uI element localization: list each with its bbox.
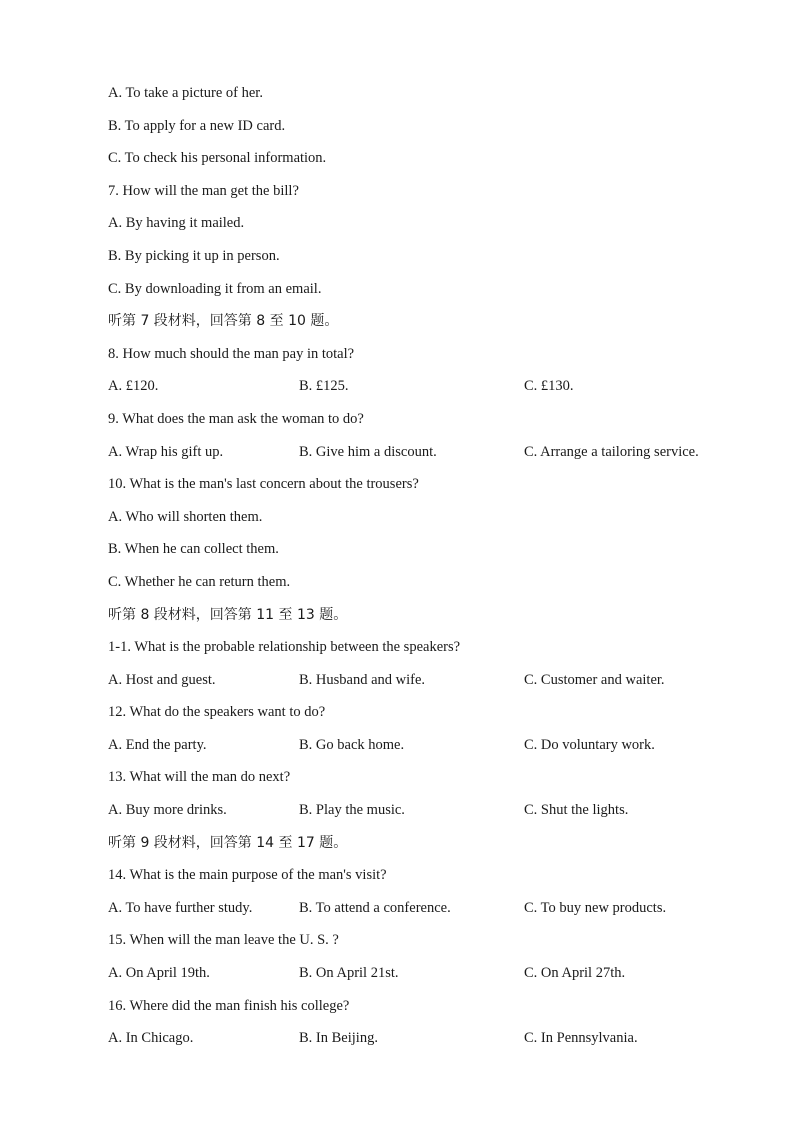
section-heading-8: 听第 8 段材料，回答第 11 至 13 题。 bbox=[108, 606, 348, 623]
option-a: A. In Chicago. bbox=[108, 1030, 194, 1047]
option-b: B. On April 21st. bbox=[299, 965, 399, 982]
section-heading-9: 听第 9 段材料，回答第 14 至 17 题。 bbox=[108, 834, 348, 851]
question-7: 7. How will the man get the bill? bbox=[108, 182, 299, 199]
options-row-15 bbox=[108, 962, 748, 995]
answer-option: C. By downloading it from an email. bbox=[108, 280, 322, 297]
options-row-9 bbox=[108, 441, 748, 474]
listening-questions bbox=[108, 82, 748, 1060]
question-16: 16. Where did the man finish his college? bbox=[108, 997, 350, 1014]
options-row-13 bbox=[108, 799, 748, 832]
option-b: B. Give him a discount. bbox=[299, 443, 437, 460]
question-9: 9. What does the man ask the woman to do? bbox=[108, 410, 364, 427]
option-a: A. Host and guest. bbox=[108, 671, 216, 688]
question-12: 12. What do the speakers want to do? bbox=[108, 704, 326, 721]
answer-option: A. Who will shorten them. bbox=[108, 508, 263, 525]
option-a: A. On April 19th. bbox=[108, 965, 210, 982]
answer-option: C. Whether he can return them. bbox=[108, 573, 291, 590]
option-a: A. Wrap his gift up. bbox=[108, 443, 224, 460]
option-c: C. £130. bbox=[524, 378, 574, 395]
option-b: B. £125. bbox=[299, 378, 349, 395]
option-c: C. Do voluntary work. bbox=[524, 736, 655, 753]
answer-option: B. When he can collect them. bbox=[108, 541, 279, 558]
option-b: B. To attend a conference. bbox=[299, 899, 451, 916]
option-c: C. In Pennsylvania. bbox=[524, 1030, 638, 1047]
answer-option: C. To check his personal information. bbox=[108, 150, 327, 167]
options-row-12 bbox=[108, 734, 748, 767]
option-a: A. To have further study. bbox=[108, 899, 253, 916]
option-c: C. Arrange a tailoring service. bbox=[524, 443, 699, 460]
question-13: 13. What will the man do next? bbox=[108, 769, 291, 786]
option-c: C. Customer and waiter. bbox=[524, 671, 665, 688]
option-b: B. Husband and wife. bbox=[299, 671, 426, 688]
options-row-8 bbox=[108, 375, 748, 408]
question-11: 1-1. What is the probable relationship between the speakers? bbox=[108, 639, 461, 656]
question-10: 10. What is the man's last concern about the trousers? bbox=[108, 476, 419, 493]
answer-option: A. By having it mailed. bbox=[108, 215, 245, 232]
option-c: C. To buy new products. bbox=[524, 899, 667, 916]
option-a: A. Buy more drinks. bbox=[108, 802, 227, 819]
question-8: 8. How much should the man pay in total? bbox=[108, 345, 355, 362]
answer-option: A. To take a picture of her. bbox=[108, 85, 263, 101]
question-15: 15. When will the man leave the U. S. ? bbox=[108, 932, 339, 949]
option-c: C. Shut the lights. bbox=[524, 802, 629, 819]
option-c: C. On April 27th. bbox=[524, 965, 626, 982]
option-b: B. Go back home. bbox=[299, 736, 405, 753]
question-14: 14. What is the main purpose of the man's visit? bbox=[108, 867, 387, 884]
section-heading-7: 听第 7 段材料，回答第 8 至 10 题。 bbox=[108, 313, 339, 330]
answer-option: B. To apply for a new ID card. bbox=[108, 117, 286, 134]
option-a: A. £120. bbox=[108, 378, 159, 395]
option-a: A. End the party. bbox=[108, 736, 207, 753]
option-b: B. Play the music. bbox=[299, 802, 405, 819]
options-row-16 bbox=[108, 1027, 748, 1060]
answer-option: B. By picking it up in person. bbox=[108, 247, 280, 264]
options-row-11 bbox=[108, 669, 748, 702]
option-b: B. In Beijing. bbox=[299, 1030, 378, 1047]
options-row-14 bbox=[108, 897, 748, 930]
